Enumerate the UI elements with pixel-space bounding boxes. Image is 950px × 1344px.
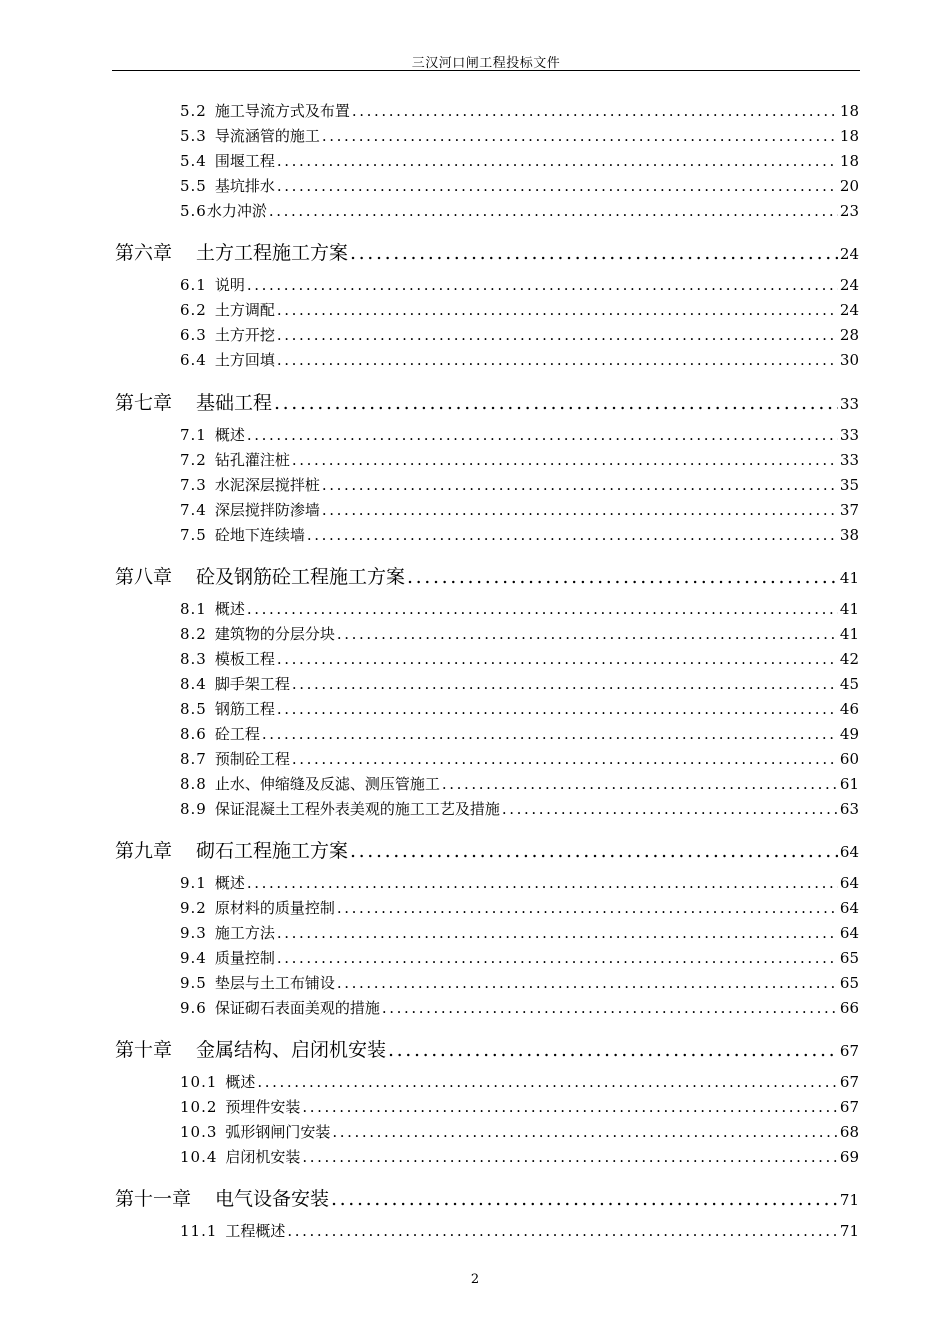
- toc-entry-page: 23: [839, 202, 859, 220]
- page-number: 2: [470, 1272, 480, 1287]
- toc-entry-page: 65: [839, 949, 859, 967]
- toc-entry-page: 41: [839, 625, 859, 643]
- toc-section-entry[interactable]: [180, 324, 859, 346]
- toc-entry-title: 水力冲淤: [206, 202, 267, 220]
- dot-leader: [322, 127, 838, 145]
- toc-entry-title: 砼地下连续墙: [214, 526, 305, 544]
- toc-entry-page: 60: [839, 750, 859, 768]
- toc-entry-page: 33: [839, 451, 859, 469]
- dot-leader: [247, 874, 838, 892]
- toc-entry-title: 基坑排水: [214, 177, 275, 195]
- toc-entry-title: 土方开挖: [214, 326, 275, 344]
- toc-section-entry[interactable]: [180, 125, 859, 147]
- toc-entry-number: 10.2: [180, 1098, 218, 1116]
- dot-leader: [337, 899, 838, 917]
- toc-entry-page: 41: [839, 569, 859, 587]
- toc-section-entry[interactable]: [180, 623, 859, 645]
- toc-section-entry[interactable]: [180, 997, 859, 1019]
- toc-entry-page: 38: [839, 526, 859, 544]
- dot-leader: [322, 501, 838, 519]
- dot-leader: [274, 392, 838, 414]
- toc-entry-number: 6.1: [180, 276, 207, 294]
- toc-entry-title: 砼及钢筋砼工程施工方案: [196, 566, 406, 588]
- dot-leader: [287, 1222, 837, 1240]
- dot-leader: [277, 351, 838, 369]
- toc-entry-page: 64: [839, 843, 859, 861]
- toc-entry-page: 24: [839, 245, 859, 263]
- toc-entry-page: 49: [839, 725, 859, 743]
- toc-entry-title: 钢筋工程: [214, 700, 275, 718]
- toc-entry-page: 33: [839, 426, 859, 444]
- toc-entry-page: 64: [839, 899, 859, 917]
- dot-leader: [277, 301, 838, 319]
- toc-entry-page: 68: [839, 1123, 859, 1141]
- toc-entry-title: 深层搅拌防渗墙: [214, 501, 320, 519]
- toc-section-entry[interactable]: [180, 100, 859, 122]
- toc-entry-title: 土方回填: [214, 351, 275, 369]
- toc-section-entry[interactable]: [180, 175, 859, 197]
- dot-leader: [257, 1073, 837, 1091]
- toc-entry-number: 5.3: [180, 127, 207, 145]
- dot-leader: [382, 999, 838, 1017]
- toc-section-entry[interactable]: [180, 474, 859, 496]
- dot-leader: [277, 650, 838, 668]
- toc-entry-title: 保证混凝土工程外表美观的施工工艺及措施: [214, 800, 500, 818]
- toc-entry-title: 砌石工程施工方案: [196, 840, 349, 862]
- toc-entry-page: 35: [839, 476, 859, 494]
- toc-entry-title: 质量控制: [214, 949, 275, 967]
- toc-entry-title: 模板工程: [214, 650, 275, 668]
- toc-entry-title: 砼工程: [214, 725, 260, 743]
- toc-section-entry[interactable]: [180, 1146, 859, 1168]
- dot-leader: [337, 974, 838, 992]
- toc-entry-page: 67: [839, 1073, 859, 1091]
- toc-entry-number: 7.4: [180, 501, 207, 519]
- toc-section-entry[interactable]: [180, 872, 859, 894]
- toc-entry-number: 9.4: [180, 949, 207, 967]
- toc-chapter-entry[interactable]: [115, 388, 859, 416]
- dot-leader: [388, 1039, 838, 1061]
- toc-section-entry[interactable]: [180, 648, 859, 670]
- toc-entry-title: 概述: [225, 1073, 256, 1091]
- toc-entry-number: 8.2: [180, 625, 207, 643]
- toc-chapter-entry[interactable]: [115, 1184, 859, 1212]
- toc-section-entry[interactable]: [180, 1071, 859, 1093]
- toc-entry-title: 电气设备安装: [215, 1188, 330, 1210]
- toc-section-entry[interactable]: [180, 698, 859, 720]
- dot-leader: [277, 949, 838, 967]
- dot-leader: [269, 202, 838, 220]
- toc-section-entry[interactable]: [180, 897, 859, 919]
- toc-entry-number: 6.4: [180, 351, 207, 369]
- toc-entry-page: 66: [839, 999, 859, 1017]
- toc-entry-number: 8.3: [180, 650, 207, 668]
- dot-leader: [350, 242, 838, 264]
- toc-entry-number: 6.3: [180, 326, 207, 344]
- toc-entry-title: 工程概述: [225, 1222, 286, 1240]
- dot-leader: [277, 924, 838, 942]
- toc-entry-title: 启闭机安装: [225, 1148, 301, 1166]
- dot-leader: [302, 1148, 837, 1166]
- toc-entry-number: 8.4: [180, 675, 207, 693]
- toc-entry-title: 预制砼工程: [214, 750, 290, 768]
- dot-leader: [332, 1123, 837, 1141]
- toc-entry-title: 概述: [214, 874, 245, 892]
- toc-entry-number: 第十章: [115, 1039, 173, 1061]
- toc-entry-title: 弧形钢闸门安装: [225, 1123, 331, 1141]
- toc-section-entry[interactable]: [180, 748, 859, 770]
- toc-entry-number: 7.5: [180, 526, 207, 544]
- toc-entry-title: 概述: [214, 600, 245, 618]
- toc-entry-page: 33: [839, 395, 859, 413]
- toc-entry-title: 施工导流方式及布置: [214, 102, 350, 120]
- toc-entry-number: 8.1: [180, 600, 207, 618]
- dot-leader: [277, 700, 838, 718]
- toc-entry-number: 9.1: [180, 874, 207, 892]
- toc-entry-number: 第六章: [115, 242, 173, 264]
- toc-entry-title: 原材料的质量控制: [214, 899, 335, 917]
- toc-entry-page: 64: [839, 874, 859, 892]
- toc-entry-title: 止水、伸缩缝及反滤、测压管施工: [214, 775, 440, 793]
- toc-entry-number: 第八章: [115, 566, 173, 588]
- toc-section-entry[interactable]: [180, 449, 859, 471]
- toc-section-entry[interactable]: [180, 299, 859, 321]
- toc-entry-title: 基础工程: [196, 392, 273, 414]
- toc-section-entry[interactable]: [180, 524, 859, 546]
- dot-leader: [247, 276, 838, 294]
- toc-entry-title: 土方工程施工方案: [196, 242, 349, 264]
- dot-leader: [247, 600, 838, 618]
- toc-entry-page: 20: [839, 177, 859, 195]
- toc-entry-page: 37: [839, 501, 859, 519]
- dot-leader: [352, 102, 838, 120]
- toc-section-entry[interactable]: [180, 1121, 859, 1143]
- toc-chapter-entry[interactable]: [115, 1035, 859, 1063]
- toc-entry-page: 24: [839, 276, 859, 294]
- toc-entry-number: 5.6: [180, 202, 207, 220]
- dot-leader: [277, 177, 838, 195]
- dot-leader: [292, 451, 838, 469]
- dot-leader: [322, 476, 838, 494]
- toc-entry-number: 第七章: [115, 392, 173, 414]
- dot-leader: [262, 725, 838, 743]
- toc-entry-number: 8.7: [180, 750, 207, 768]
- dot-leader: [337, 625, 838, 643]
- toc-entry-number: 第十一章: [115, 1188, 192, 1210]
- dot-leader: [502, 800, 838, 818]
- dot-leader: [302, 1098, 837, 1116]
- toc-entry-title: 建筑物的分层分块: [214, 625, 335, 643]
- dot-leader: [292, 675, 838, 693]
- dot-leader: [407, 566, 838, 588]
- toc-section-entry[interactable]: [180, 200, 859, 222]
- toc-chapter-entry[interactable]: [115, 836, 859, 864]
- toc-section-entry[interactable]: [180, 1096, 859, 1118]
- toc-entry-number: 7.2: [180, 451, 207, 469]
- toc-section-entry[interactable]: [180, 922, 859, 944]
- toc-section-entry[interactable]: [180, 598, 859, 620]
- toc-entry-page: 28: [839, 326, 859, 344]
- toc-entry-page: 30: [839, 351, 859, 369]
- toc-section-entry[interactable]: [180, 274, 859, 296]
- toc-entry-number: 9.3: [180, 924, 207, 942]
- toc-entry-title: 说明: [214, 276, 245, 294]
- toc-section-entry[interactable]: [180, 773, 859, 795]
- toc-entry-page: 61: [839, 775, 859, 793]
- toc-entry-page: 18: [839, 152, 859, 170]
- toc-section-entry[interactable]: [180, 1220, 859, 1242]
- toc-entry-number: 8.8: [180, 775, 207, 793]
- toc-section-entry[interactable]: [180, 499, 859, 521]
- toc-entry-page: 64: [839, 924, 859, 942]
- toc-chapter-entry[interactable]: [115, 562, 859, 590]
- toc-entry-page: 65: [839, 974, 859, 992]
- toc-entry-number: 5.2: [180, 102, 207, 120]
- toc-entry-page: 71: [839, 1222, 859, 1240]
- toc-entry-number: 9.5: [180, 974, 207, 992]
- toc-entry-page: 18: [839, 102, 859, 120]
- dot-leader: [292, 750, 838, 768]
- dot-leader: [331, 1188, 838, 1210]
- toc-entry-title: 施工方法: [214, 924, 275, 942]
- toc-entry-title: 导流涵管的施工: [214, 127, 320, 145]
- toc-entry-number: 9.2: [180, 899, 207, 917]
- toc-entry-title: 预埋件安装: [225, 1098, 301, 1116]
- toc-entry-title: 垫层与土工布铺设: [214, 974, 335, 992]
- header-divider: [112, 70, 860, 71]
- toc-entry-page: 46: [839, 700, 859, 718]
- toc-entry-page: 45: [839, 675, 859, 693]
- toc-section-entry[interactable]: [180, 673, 859, 695]
- toc-chapter-entry[interactable]: [115, 238, 859, 266]
- toc-entry-number: 第九章: [115, 840, 173, 862]
- toc-section-entry[interactable]: [180, 947, 859, 969]
- toc-entry-number: 10.1: [180, 1073, 218, 1091]
- toc-entry-number: 10.3: [180, 1123, 218, 1141]
- toc-entry-page: 71: [839, 1191, 859, 1209]
- dot-leader: [350, 840, 838, 862]
- toc-entry-number: 6.2: [180, 301, 207, 319]
- page-header-title: 三汉河口闸工程投标文件: [411, 56, 561, 71]
- toc-entry-page: 63: [839, 800, 859, 818]
- toc-entry-number: 7.3: [180, 476, 207, 494]
- toc-entry-page: 24: [839, 301, 859, 319]
- toc-entry-title: 钻孔灌注桩: [214, 451, 290, 469]
- toc-entry-title: 概述: [214, 426, 245, 444]
- toc-entry-title: 土方调配: [214, 301, 275, 319]
- toc-section-entry[interactable]: [180, 150, 859, 172]
- toc-entry-title: 脚手架工程: [214, 675, 290, 693]
- toc-section-entry[interactable]: [180, 798, 859, 820]
- toc-entry-number: 8.5: [180, 700, 207, 718]
- toc-entry-number: 8.6: [180, 725, 207, 743]
- dot-leader: [247, 426, 838, 444]
- toc-entry-title: 保证砌石表面美观的措施: [214, 999, 380, 1017]
- toc-entry-number: 10.4: [180, 1148, 218, 1166]
- toc-entry-number: 8.9: [180, 800, 207, 818]
- toc-entry-title: 水泥深层搅拌桩: [214, 476, 320, 494]
- toc-entry-number: 5.5: [180, 177, 207, 195]
- toc-entry-title: 金属结构、启闭机安装: [196, 1039, 387, 1061]
- toc-section-entry[interactable]: [180, 349, 859, 371]
- toc-section-entry[interactable]: [180, 972, 859, 994]
- toc-section-entry[interactable]: [180, 723, 859, 745]
- toc-entry-page: 41: [839, 600, 859, 618]
- toc-entry-number: 9.6: [180, 999, 207, 1017]
- toc-entry-page: 42: [839, 650, 859, 668]
- dot-leader: [277, 326, 838, 344]
- dot-leader: [307, 526, 838, 544]
- toc-entry-number: 5.4: [180, 152, 207, 170]
- dot-leader: [442, 775, 838, 793]
- toc-entry-number: 11.1: [180, 1222, 218, 1240]
- toc-entry-page: 18: [839, 127, 859, 145]
- toc-entry-page: 67: [839, 1098, 859, 1116]
- toc-section-entry[interactable]: [180, 424, 859, 446]
- toc-entry-page: 67: [839, 1042, 859, 1060]
- toc-entry-title: 围堰工程: [214, 152, 275, 170]
- dot-leader: [277, 152, 838, 170]
- toc-entry-page: 69: [839, 1148, 859, 1166]
- toc-entry-number: 7.1: [180, 426, 207, 444]
